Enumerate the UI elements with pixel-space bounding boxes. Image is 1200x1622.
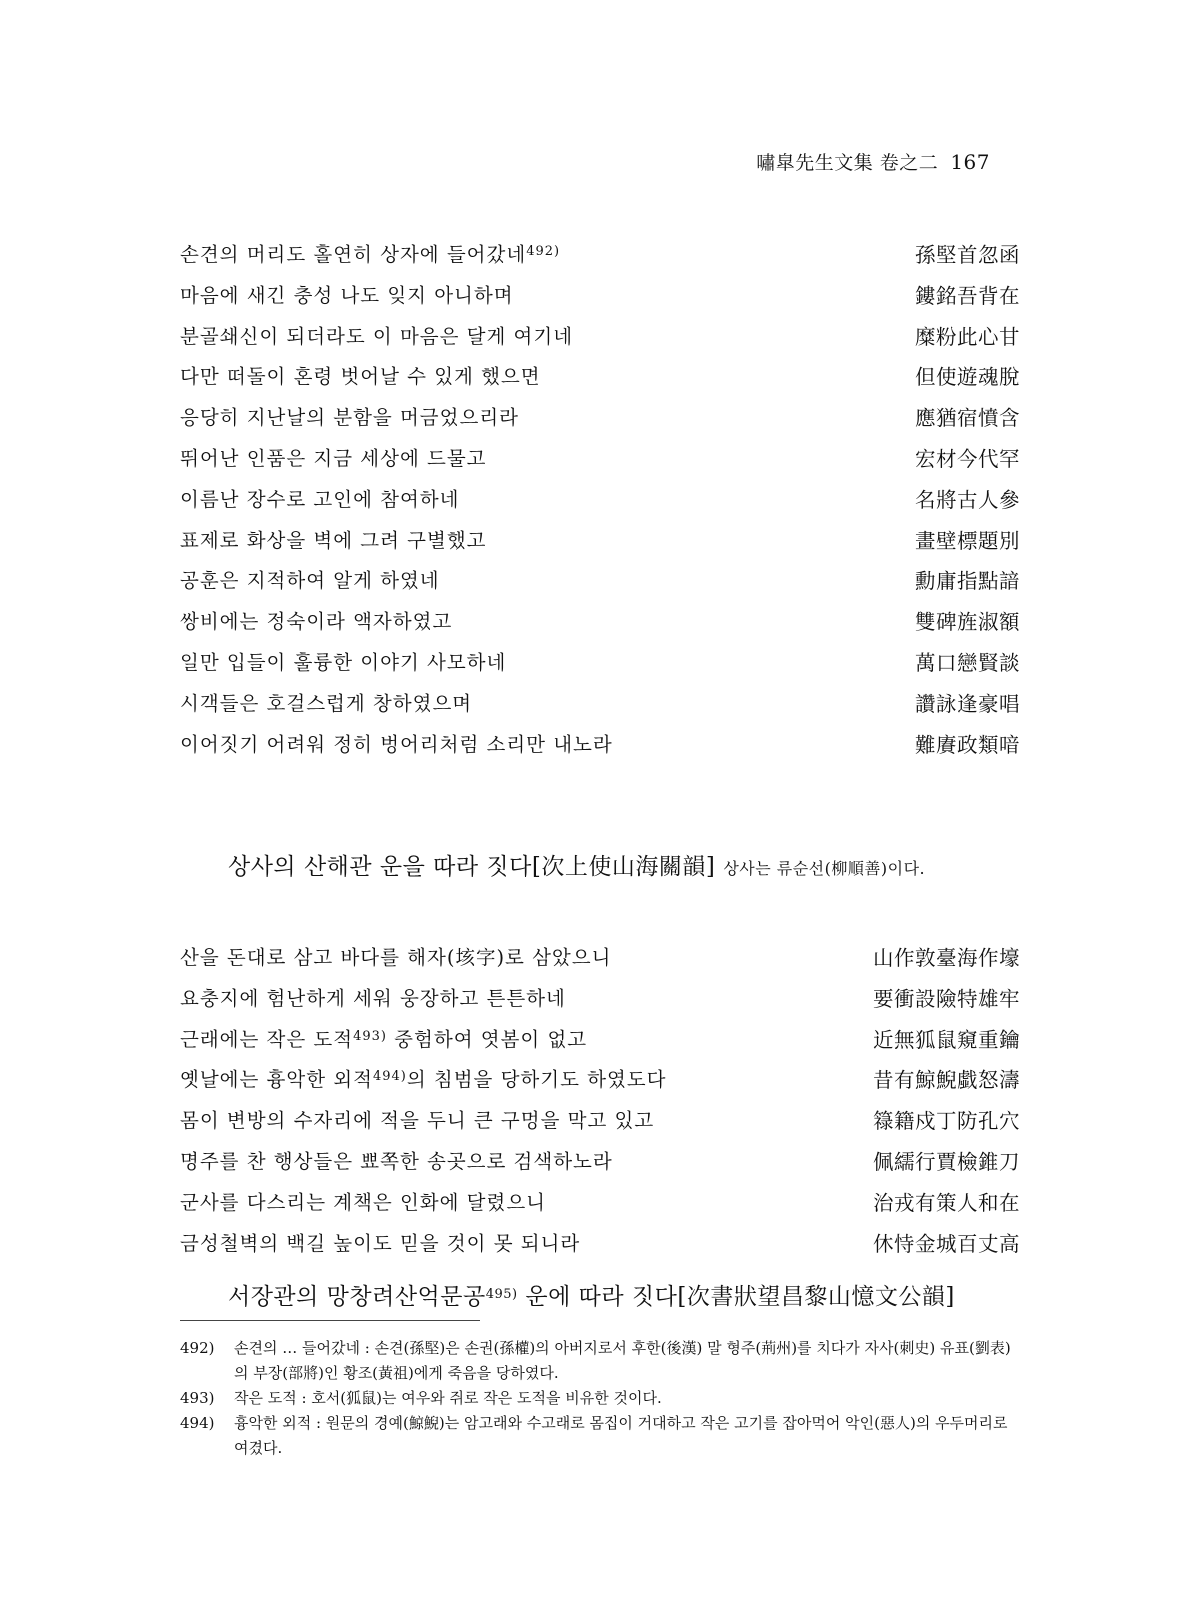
poem-line [180, 480, 1020, 521]
poem-line [180, 643, 1020, 684]
korean-verse: 쌍비에는 정숙이라 액자하였고 [180, 610, 453, 634]
poem-line [180, 1142, 1020, 1183]
hanja-verse: 萬口戀賢談 [915, 650, 1020, 675]
korean-verse: 표제로 화상을 벽에 그려 구별했고 [180, 528, 487, 552]
hanja-verse: 昔有鯨鯢戱怒濤 [873, 1068, 1020, 1093]
hanja-verse: 山作敦臺海作壕 [873, 946, 1020, 970]
footnote-ref[interactable]: 492) [526, 244, 561, 259]
hanja-verse: 簶籍戍丁防孔穴 [873, 1109, 1020, 1134]
korean-verse: 응당히 지난날의 분함을 머금었으리라 [180, 406, 519, 430]
poem-block-1 [180, 235, 1020, 765]
korean-verse: 시객들은 호걸스럽게 창하였으며 [180, 691, 473, 715]
hanja-verse: 勳庸指點諳 [915, 569, 1020, 594]
poem-line [180, 317, 1020, 358]
hanja-verse: 佩繻行賈檢錐刀 [873, 1149, 1020, 1174]
footnote-ref[interactable]: 493) [353, 1028, 387, 1044]
poem-line [180, 235, 1020, 276]
poem-line [180, 1060, 1020, 1101]
hanja-verse: 雙碑旌淑額 [915, 610, 1020, 635]
poem-line [180, 357, 1020, 398]
poem-line [180, 398, 1020, 439]
poem-line [180, 602, 1020, 643]
korean-verse: 이어짓기 어려워 정히 벙어리처럼 소리만 내노라 [180, 732, 613, 756]
korean-verse: 명주를 찬 행상들은 뾰쪽한 송곳으로 검색하노라 [180, 1149, 613, 1173]
poem-line [180, 725, 1020, 766]
poem-line [180, 938, 1020, 979]
poem-line [180, 1020, 1020, 1061]
hanja-verse: 休恃金城百丈高 [873, 1231, 1020, 1256]
footnote [180, 1386, 1020, 1411]
poem-line [180, 684, 1020, 725]
korean-verse: 마음에 새긴 충성 나도 잊지 아니하며 [180, 283, 514, 307]
footnote-number: 493) [180, 1389, 215, 1407]
page-number: 167 [950, 150, 990, 174]
poem-block-2 [180, 938, 1020, 1264]
poem-line [180, 1101, 1020, 1142]
section-title-text: 서장관의 망창려산억문공 [228, 1284, 486, 1310]
poem-line [180, 276, 1020, 317]
korean-verse: 군사를 다스리는 계책은 인화에 달렸으니 [180, 1190, 547, 1214]
section-title-text: 상사의 산해관 운을 따라 짓다[次上使山海關韻] [228, 854, 716, 880]
poem-line [180, 521, 1020, 562]
korean-verse: 손견의 머리도 홀연히 상자에 들어갔네$^{492)}$ [180, 243, 561, 266]
hanja-verse: 但使遊魂脫 [915, 365, 1020, 390]
hanja-verse: 孫堅首忽函 [915, 243, 1020, 267]
footnote-text: 작은 도적 : 호서(狐鼠)는 여우와 쥐로 작은 도적을 비유한 것이다. [234, 1389, 662, 1407]
section-title-note: 상사는 류순선(柳順善)이다. [723, 859, 926, 878]
korean-verse: 옛날에는 흉악한 외적$^{494)}$의 침범을 당하기도 하였도다 [180, 1068, 667, 1092]
hanja-verse: 治戎有策人和在 [873, 1190, 1020, 1215]
footnote-divider [180, 1320, 480, 1321]
korean-verse: 공훈은 지적하여 알게 하였네 [180, 569, 440, 593]
poem-line [180, 1183, 1020, 1224]
korean-verse: 일만 입들이 훌륭한 이야기 사모하네 [180, 650, 507, 674]
footnote [180, 1411, 1020, 1461]
footnote [180, 1336, 1020, 1386]
hanja-verse: 讚詠逢豪唱 [915, 691, 1020, 716]
book-title: 嘯皐先生文集 卷之二 [756, 152, 939, 174]
hanja-verse: 近無狐鼠窺重鑰 [873, 1027, 1020, 1052]
poem-line [180, 979, 1020, 1020]
hanja-verse: 宏材今代罕 [915, 446, 1020, 471]
hanja-verse: 糜粉此心甘 [915, 324, 1020, 349]
korean-verse: 몸이 변방의 수자리에 적을 두니 큰 구멍을 막고 있고 [180, 1109, 655, 1133]
poem-line [180, 439, 1020, 480]
hanja-verse: 難賡政類喑 [915, 732, 1020, 757]
korean-verse: 요충지에 험난하게 세워 웅장하고 튼튼하네 [180, 986, 566, 1010]
footnote-ref[interactable]: 494) [372, 1069, 407, 1085]
section-title-1 [228, 848, 925, 881]
section-title-text-after: 운에 따라 짓다[次書狀望昌黎山憶文公韻] [517, 1284, 955, 1310]
hanja-verse: 應猶宿憤含 [915, 406, 1020, 431]
korean-verse: 다만 떠돌이 혼령 벗어날 수 있게 했으면 [180, 365, 541, 389]
footnote-number: 494) [180, 1414, 215, 1432]
hanja-verse: 畫壁標題別 [915, 528, 1020, 553]
korean-verse: 이름난 장수로 고인에 참여하네 [180, 487, 460, 511]
poem-line [180, 561, 1020, 602]
hanja-verse: 名將古人參 [915, 487, 1020, 512]
footnote-text: 흉악한 외적 : 원문의 경예(鯨鯢)는 암고래와 수고래로 몸집이 거대하고 작은 고기를 잡아먹어 악인(惡人)의 우두머리로 여겼다. [234, 1414, 1008, 1457]
korean-verse: 분골쇄신이 되더라도 이 마음은 달게 여기네 [180, 324, 574, 348]
footnote-text: 손견의 … 들어갔네 : 손견(孫堅)은 손권(孫權)의 아버지로서 후한(後漢) 말 형주(荊州)를 치다가 자사(刺史) 유표(劉表)의 부장(部將)인 황조(黃祖)에게 죽음을 당하였다. [234, 1339, 1011, 1382]
korean-verse: 뛰어난 인품은 지금 세상에 드물고 [180, 446, 487, 470]
footnote-number: 492) [180, 1339, 215, 1357]
running-header [756, 148, 990, 175]
section-title-2 [228, 1278, 955, 1311]
hanja-verse: 要衝設險特雄牢 [873, 986, 1020, 1011]
korean-verse: 금성철벽의 백길 높이도 믿을 것이 못 되니라 [180, 1231, 581, 1255]
footnotes [180, 1336, 1020, 1461]
korean-verse: 산을 돈대로 삼고 바다를 해자(垓字)로 삼았으니 [180, 946, 612, 969]
korean-verse: 근래에는 작은 도적$^{493)}$ 중험하여 엿봄이 없고 [180, 1027, 588, 1051]
footnote-ref[interactable]: 495) [485, 1287, 518, 1302]
hanja-verse: 鏤銘吾背在 [915, 283, 1020, 308]
poem-line [180, 1224, 1020, 1265]
